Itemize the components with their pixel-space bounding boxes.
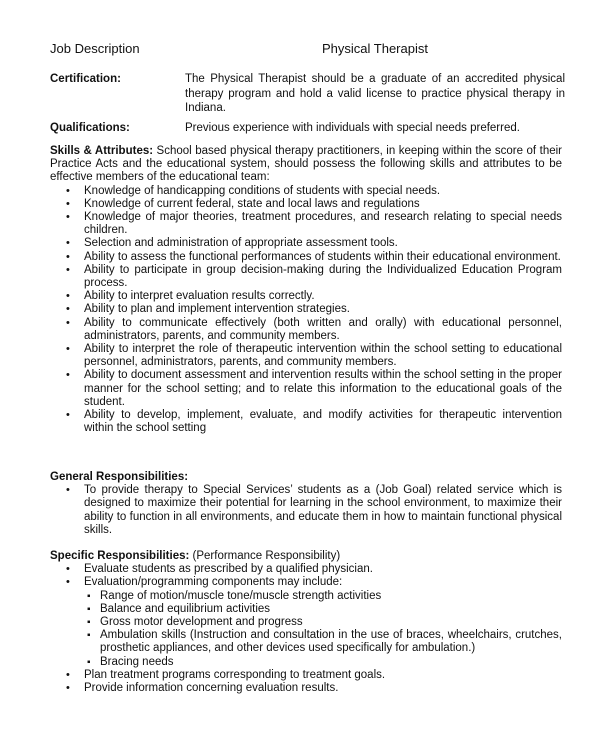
skills-label: Skills & Attributes: (50, 145, 154, 157)
sub-list-item: ▪ Range of motion/muscle tone/muscle strength activities (84, 590, 562, 603)
list-item: • Knowledge of handicapping conditions of students with special needs. (50, 185, 562, 198)
sub-list-item: ▪ Bracing needs (84, 656, 562, 669)
job-title: Physical Therapist (322, 41, 428, 56)
list-item: • Ability to document assessment and intervention results within the school setting in the proper manner for the school setting; and to relate this information to the educational goals of the student. (50, 369, 562, 409)
certification-text: The Physical Therapist should be a graduate of an accredited physical therapy program and hold a valid license to practice physical therapy in Indiana. (185, 73, 565, 114)
list-item: • Ability to develop, implement, evaluate, and modify activities for therapeutic intervention within the school setting (50, 409, 562, 435)
list-item: • Evaluate students as prescribed by a qualified physician. (50, 563, 562, 576)
list-item: • Plan treatment programs corresponding to treatment goals. (50, 669, 562, 682)
skills-intro: School based physical therapy practitioners, in keeping within the score of their Practice Acts and the educational system, should possess the following skills and attributes to be effective members of the educational team: (50, 145, 562, 184)
list-item: • Ability to interpret evaluation results correctly. (50, 290, 562, 303)
document-header (50, 41, 560, 59)
specific-responsibilities-section (50, 550, 562, 695)
qualifications-label: Qualifications: (50, 122, 130, 134)
skills-list (50, 185, 562, 436)
list-item: • Selection and administration of appropriate assessment tools. (50, 237, 562, 250)
list-item: • Knowledge of major theories, treatment procedures, and research relating to special needs children. (50, 211, 562, 237)
sub-list-item: ▪ Ambulation skills (Instruction and consultation in the use of braces, wheelchairs, crutches, prosthetic appliances, and other devices used specifically for ambulation.) (84, 629, 562, 655)
certification-label: Certification: (50, 73, 121, 85)
sub-list-item: ▪ Gross motor development and progress (84, 616, 562, 629)
specific-responsibilities-label: Specific Responsibilities: (50, 550, 190, 562)
skills-intro-paragraph (50, 145, 562, 185)
list-item: • Knowledge of current federal, state and local laws and regulations (50, 198, 562, 211)
specific-responsibilities-heading (50, 550, 562, 563)
list-item: • Ability to participate in group decision-making during the Individualized Education Program process. (50, 264, 562, 290)
list-item: • To provide therapy to Special Services’ students as a (Job Goal) related service which is designed to maximize their potential for learning in the school environment, to maximize their ability to function in all environments, and educate them in how to maintain functional physical skills. (50, 484, 562, 537)
specific-responsibilities-list (50, 563, 562, 695)
skills-section (50, 145, 562, 435)
list-item: • Ability to communicate effectively (both written and orally) with educational personnel, administrators, parents, and community members. (50, 317, 562, 343)
general-responsibilities-section (50, 471, 562, 537)
job-description-heading: Job Description (50, 41, 140, 56)
general-responsibilities-label: General Responsibilities: (50, 471, 189, 483)
list-item: • Provide information concerning evaluation results. (50, 682, 562, 695)
general-responsibilities-list (50, 484, 562, 537)
list-item: • Ability to assess the functional performances of students within their educational environment. (50, 251, 562, 264)
evaluation-components-list (84, 590, 562, 669)
list-item (50, 576, 562, 668)
qualifications-text: Previous experience with individuals with special needs preferred. (185, 122, 520, 134)
qualifications-section (50, 121, 570, 137)
specific-responsibilities-sublabel: (Performance Responsibility) (189, 550, 341, 562)
evaluation-components-text: Evaluation/programming components may include: (84, 576, 343, 589)
list-item: • Ability to plan and implement intervention strategies. (50, 303, 562, 316)
certification-section (50, 72, 570, 116)
sub-list-item: ▪ Balance and equilibrium activities (84, 603, 562, 616)
list-item: • Ability to interpret the role of therapeutic intervention within the school setting to educational personnel, administrators, parents, and community members. (50, 343, 562, 369)
